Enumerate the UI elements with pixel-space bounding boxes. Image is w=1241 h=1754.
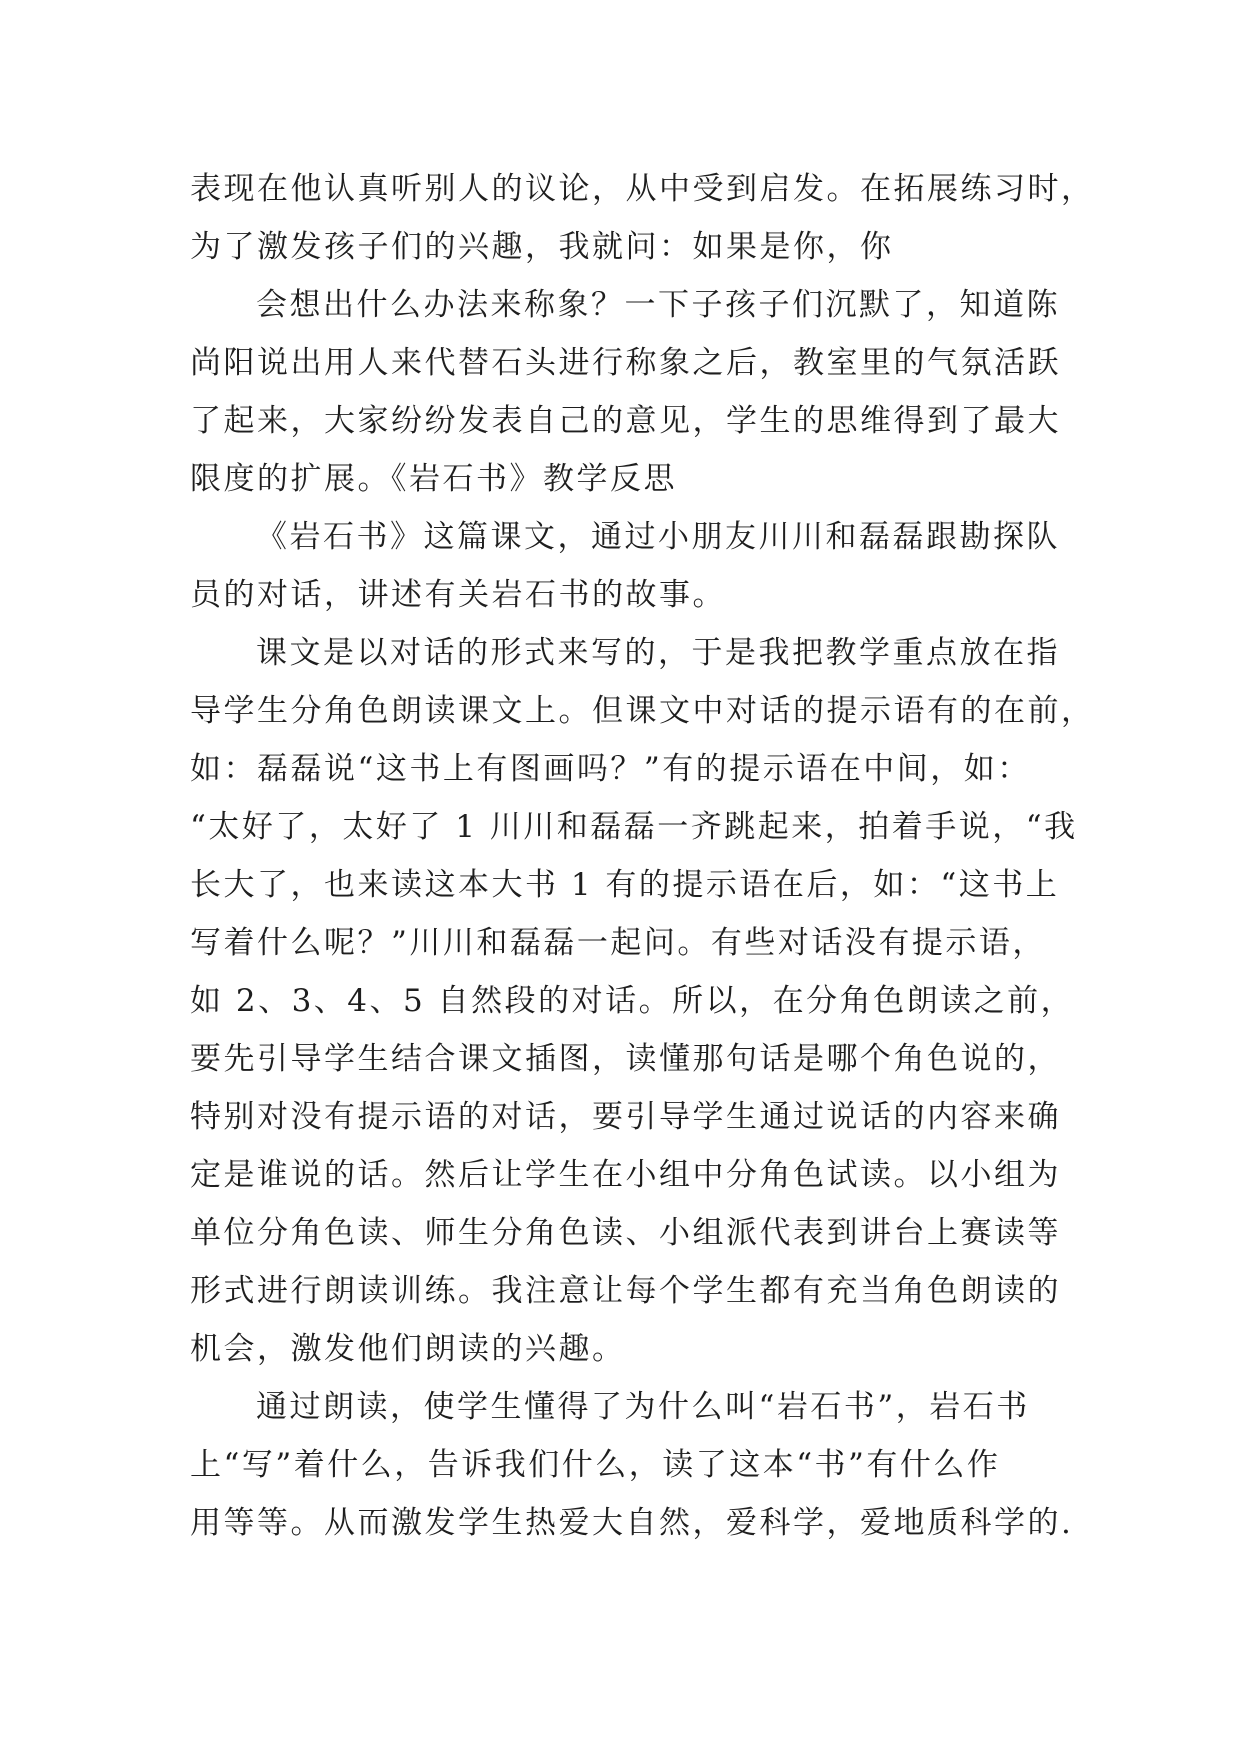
- text-line: 写着什么呢？”川川和磊磊一起问。有些对话没有提示语，: [190, 925, 1046, 961]
- text-line: 如：磊磊说“这书上有图画吗？”有的提示语在中间，如：: [190, 751, 1031, 787]
- text-line: 定是谁说的话。然后让学生在小组中分角色试读。以小组为: [190, 1157, 1061, 1193]
- text-line: 上“写”着什么，告诉我们什么，读了这本“书”有什么作: [190, 1447, 1001, 1483]
- text-line: 通过朗读，使学生懂得了为什么叫“岩石书”，岩石书: [256, 1389, 1030, 1425]
- text-line: 为了激发孩子们的兴趣，我就问：如果是你，你: [190, 229, 894, 265]
- text-line: 单位分角色读、师生分角色读、小组派代表到讲台上赛读等: [190, 1215, 1061, 1251]
- text-line: 形式进行朗读训练。我注意让每个学生都有充当角色朗读的: [190, 1273, 1061, 1309]
- text-line: 如 2、3、4、5 自然段的对话。所以，在分角色朗读之前，: [190, 983, 1075, 1019]
- text-line: 课文是以对话的形式来写的，于是我把教学重点放在指: [256, 635, 1060, 671]
- text-line: 特别对没有提示语的对话，要引导学生通过说话的内容来确: [190, 1099, 1061, 1135]
- text-line: 导学生分角色朗读课文上。但课文中对话的提示语有的在前，: [190, 693, 1095, 729]
- text-line: 长大了，也来读这本大书 1 有的提示语在后，如：“这书上: [190, 867, 1060, 903]
- text-line: “太好了，太好了 1 川川和磊磊一齐跳起来，拍着手说，“我: [190, 809, 1078, 845]
- text-line: 了起来，大家纷纷发表自己的意见，学生的思维得到了最大: [190, 403, 1061, 439]
- text-line: 尚阳说出用人来代替石头进行称象之后，教室里的气氛活跃: [190, 345, 1061, 381]
- text-line: 表现在他认真听别人的议论，从中受到启发。在拓展练习时，: [190, 171, 1095, 207]
- text-line: 要先引导学生结合课文插图，读懂那句话是哪个角色说的，: [190, 1041, 1061, 1077]
- text-line: 用等等。从而激发学生热爱大自然，爱科学，爱地质科学的.: [190, 1505, 1074, 1541]
- text-line: 机会，激发他们朗读的兴趣。: [190, 1331, 626, 1367]
- document-body: [190, 160, 1095, 1552]
- text-line: 员的对话，讲述有关岩石书的故事。: [190, 577, 726, 613]
- text-line: 会想出什么办法来称象？一下子孩子们沉默了，知道陈: [256, 287, 1060, 323]
- text-line: 《岩石书》这篇课文，通过小朋友川川和磊磊跟勘探队: [256, 519, 1060, 555]
- text-line: 限度的扩展。《岩石书》教学反思: [190, 461, 677, 497]
